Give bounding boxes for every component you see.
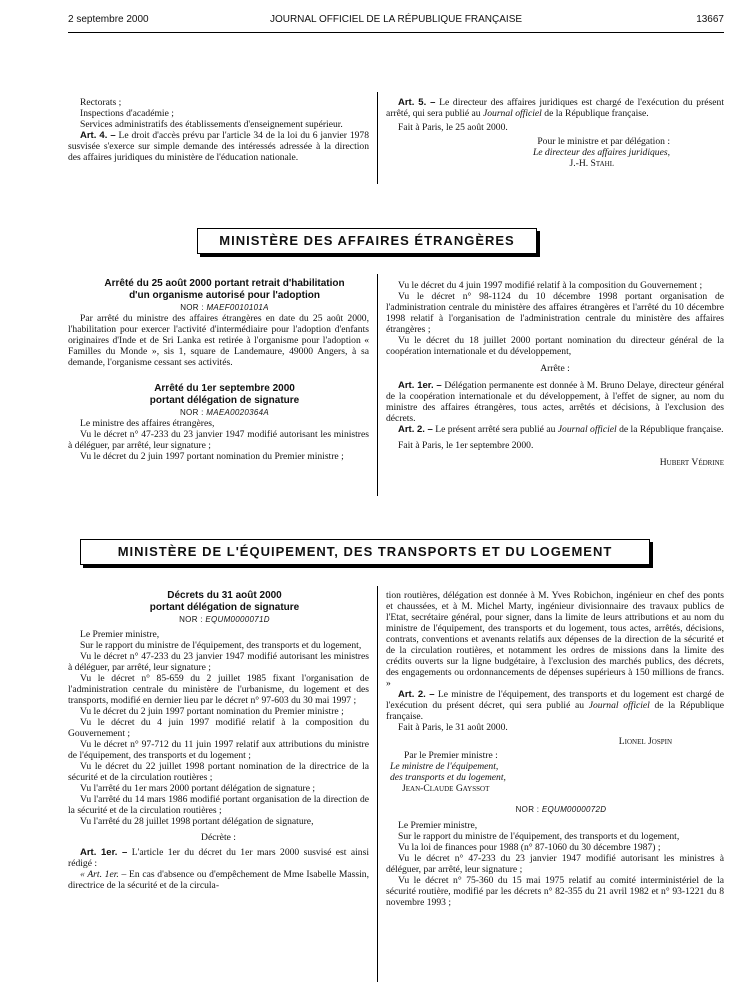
journal-name: Journal officiel [588,700,650,711]
journal-name: Journal officiel [482,108,542,119]
column-divider [377,586,378,982]
signatory-name: J.-H. Stahl [569,158,614,169]
text-line: Rectorats ; [80,97,122,108]
visa-line: Vu l'arrêté du 1er mars 2000 portant délégation de signature ; [80,783,316,794]
nor-reference [386,804,724,815]
visa-line: Vu la loi de finances pour 1988 (n° 87-1060 du 30 décembre 1987) ; [398,842,661,853]
delegation-line: Pour le ministre et par délégation : [537,136,670,147]
text-line: Services administratifs des établissements d'enseignement supérieur. [80,119,343,130]
nor-label: NOR : [179,615,203,624]
visa-line: Vu le décret du 18 juillet 2000 portant nomination du directeur général de la coopération internationale et du développement, [386,335,724,357]
arrete-title: portant délégation de signature [149,395,300,406]
fait-a-paris: Fait à Paris, le 25 août 2000. [398,122,508,133]
nor-code: MAEF0010101A [206,303,269,312]
visa-line: Vu le décret du 2 juin 1997 portant nomination du Premier ministre ; [80,451,344,462]
article-text: L'article 1er du décret du 1er mars 2000 susvisé est ainsi rédigé : [68,847,369,869]
signatory-title: Le ministre de l'équipement, [390,761,499,772]
article-text: Délégation permanente est donnée à M. Bruno Delaye, directeur général de la coopération internationale et du développement, à l'effet de signer, au nom du ministre des affaires étrangères, tous actes, arrêtés et décisions, à l'exclusion des décrets. [386,380,724,424]
article-text: Le directeur des affaires juridiques est chargé de l'exécution du présent arrêté, qui sera publié au [386,97,724,119]
decret-title: Décrets du 31 août 2000 [167,590,282,601]
article-1 [386,380,724,424]
section-title-affaires-etrangeres: MINISTÈRE DES AFFAIRES ÉTRANGÈRES [197,228,537,254]
visa-line: Vu le décret n° 97-712 du 11 juin 1997 relatif aux attributions du ministre de l'équipement, des transports et du logement ; [68,739,369,761]
visa-line: Vu le décret n° 47-233 du 23 janvier 1947 modifié autorisant les ministres à déléguer, par arrêté, leur signature ; [68,651,369,673]
arrete-title: Arrêté du 1er septembre 2000 [154,383,295,394]
decret-title: portant délégation de signature [149,602,300,613]
section1-right-column [386,280,724,468]
nor-label: NOR : [515,805,540,814]
nor-code: MAEA0020364A [206,408,270,417]
arrete-body: Par arrêté du ministre des affaires étrangères en date du 25 août 2000, l'habilitation pour exercer l'activité d'intermédiaire pour l'adoption d'enfants originaires d'Inde et de Sri Lanka est retirée à l'organisme pour l'adoption « Familles du Monde », sis 1, square de Landemaure, 49000 Angers, à sa demande, l'organisme cessant ses activités. [68,313,369,368]
visa-line: Sur le rapport du ministre de l'équipement, des transports et du logement, [80,640,362,651]
signatory-name: Hubert Védrine [659,457,724,468]
visa-line: Sur le rapport du ministre de l'équipement, des transports et du logement, [398,831,680,842]
header-date: 2 septembre 2000 [68,14,149,25]
visa-line: Le ministre des affaires étrangères, [80,418,215,429]
visa-line: Vu le décret du 4 juin 1997 modifié relatif à la composition du Gouvernement ; [68,717,369,739]
visa-line: Vu le décret n° 47-233 du 23 janvier 1947 modifié autorisant les ministres à déléguer, par arrêté, leur signature ; [68,429,369,451]
delegation-line: Par le Premier ministre : [404,750,498,761]
visa-line: Vu le décret n° 75-360 du 15 mai 1975 relatif au comité interministériel de la sécurité routière, modifié par les décrets n° 82-355 du 21 avril 1982 et n° 93-1221 du 8 novembre 1993 ; [386,875,724,908]
visa-line: Vu le décret n° 85-659 du 2 juillet 1985 fixant l'organisation de l'administration centrale du ministère de l'urbanisme, du logement et des transports, modifié en dernier lieu par le décret n° 97-603 du 30 mai 1997 ; [68,673,369,706]
nor-reference [68,302,369,313]
nor-label: NOR : [180,303,204,312]
article-text: Le ministre de l'équipement, des transports et du logement est chargé de l'exécution du présent décret, qui sera publié au [386,689,724,711]
article-text: de la République française. [386,700,725,722]
article-label: Art. 4. – [80,130,116,141]
article-text: de la République française. [619,424,724,435]
nor-code: EQUM0000071D [205,615,270,624]
signatory-name: Lionel Jospin [618,736,672,747]
section1-left-column [68,278,369,462]
nor-label: NOR : [179,408,204,417]
visa-line: Vu le décret du 2 juin 1997 portant nomination du Premier ministre ; [80,706,344,717]
article-text: Le droit d'accès prévu par l'article 34 de la loi du 6 janvier 1978 susvisée s'exerce sur simple demande des intéressés adressée à la direction des affaires juridiques du ministère de l'éducation nationale. [68,130,370,163]
article-label: Art. 2. – [398,424,433,435]
article-label: Art. 1er. – [80,847,128,858]
column-divider [377,274,378,496]
quoted-article [68,869,369,891]
section2-left-column [68,590,369,891]
visa-line: Vu le décret du 4 juin 1997 modifié relatif à la composition du Gouvernement ; [398,280,703,291]
arrete-title: d'un organisme autorisé pour l'adoption [129,290,320,301]
visa-line: Vu le décret n° 98-1124 du 10 décembre 1998 portant organisation de l'administration centrale du ministère des affaires étrangères et l'arrêté du 10 décembre 1998 relatif à l'organisation de l'administration centrale du ministère des affaires étrangères ; [386,291,724,335]
text-line: Inspections d'académie ; [80,108,174,119]
section2-right-column [386,590,724,908]
article-text: de la République française. [544,108,649,119]
top-right-column [386,97,724,169]
page-header [68,14,724,30]
quoted-article-label: « Art. 1er. – [80,869,127,880]
signatory-name: Jean-Claude Gayssot [402,783,490,794]
header-rule [68,32,724,33]
article-label: Art. 5. – [398,97,436,108]
article-1 [68,847,369,869]
arrete-title: Arrêté du 25 août 2000 portant retrait d'habilitation [104,278,345,289]
signatory-title: Le directeur des affaires juridiques, [532,147,670,158]
visa-line: Le Premier ministre, [398,820,478,831]
top-left-column [68,97,369,163]
nor-reference [68,614,369,625]
article-5 [386,97,724,119]
article-2 [386,689,724,722]
journal-name: Journal officiel [557,424,617,435]
visa-line: Vu le décret du 22 juillet 1998 portant nomination de la directrice de la sécurité et de la circulation routières ; [68,761,369,783]
article-4 [68,130,369,163]
article-text: En cas d'absence ou d'empêchement de Mme Isabelle Massin, directrice de la sécurité et de la circula- [68,869,369,891]
column-divider [377,92,378,184]
visa-line: Vu l'arrêté du 28 juillet 1998 portant délégation de signature, [80,816,314,827]
section-title-equipement: MINISTÈRE DE L'ÉQUIPEMENT, DES TRANSPORTS ET DU LOGEMENT [80,539,650,565]
nor-code: EQUM0000072D [541,805,607,814]
fait-a-paris: Fait à Paris, le 1er septembre 2000. [398,440,534,451]
visa-line: Le Premier ministre, [80,629,160,640]
fait-a-paris: Fait à Paris, le 31 août 2000. [398,722,508,733]
article-text: Le présent arrêté sera publié au [435,424,556,435]
article-text: tion routières, délégation est donnée à M. Yves Robichon, ingénieur en chef des ponts et chaussées, et à M. Michel Marty, ingénieur divisionnaire des travaux publics de l'Etat, secrétaire général, pour signer, dans la limite de leurs attributions et au nom du ministre de l'équipement, des transports et du logement, tous actes, arrêtés, décisions, contrats, conventions et avenants relatifs aux dépenses de la direction de la sécurité et de la circulation routières, et notamment les ordres de missions dans la limite des crédits ouverts sur la ligne budgétaire, à l'exclusion des marchés publics, des décrets, des engagements ou ordonnancements de dépenses supérieurs à 150 millions de francs. » [386,590,724,689]
decrete-keyword: Décrète : [201,832,236,843]
header-journal-title: JOURNAL OFFICIEL DE LA RÉPUBLIQUE FRANÇAISE [269,14,523,25]
article-2 [386,424,724,435]
visa-line: Vu le décret n° 47-233 du 23 janvier 1947 modifié autorisant les ministres à déléguer, par arrêté, leur signature ; [386,853,724,875]
header-page-number: 13667 [696,14,724,25]
arrete-keyword: Arrête : [540,363,570,374]
article-label: Art. 2. – [398,689,435,700]
signatory-title: des transports et du logement, [390,772,506,783]
visa-line: Vu l'arrêté du 14 mars 1986 modifié portant organisation de la direction de la sécurité et de la circulation routières ; [68,794,369,816]
nor-reference [68,407,369,418]
article-label: Art. 1er. – [398,380,442,391]
